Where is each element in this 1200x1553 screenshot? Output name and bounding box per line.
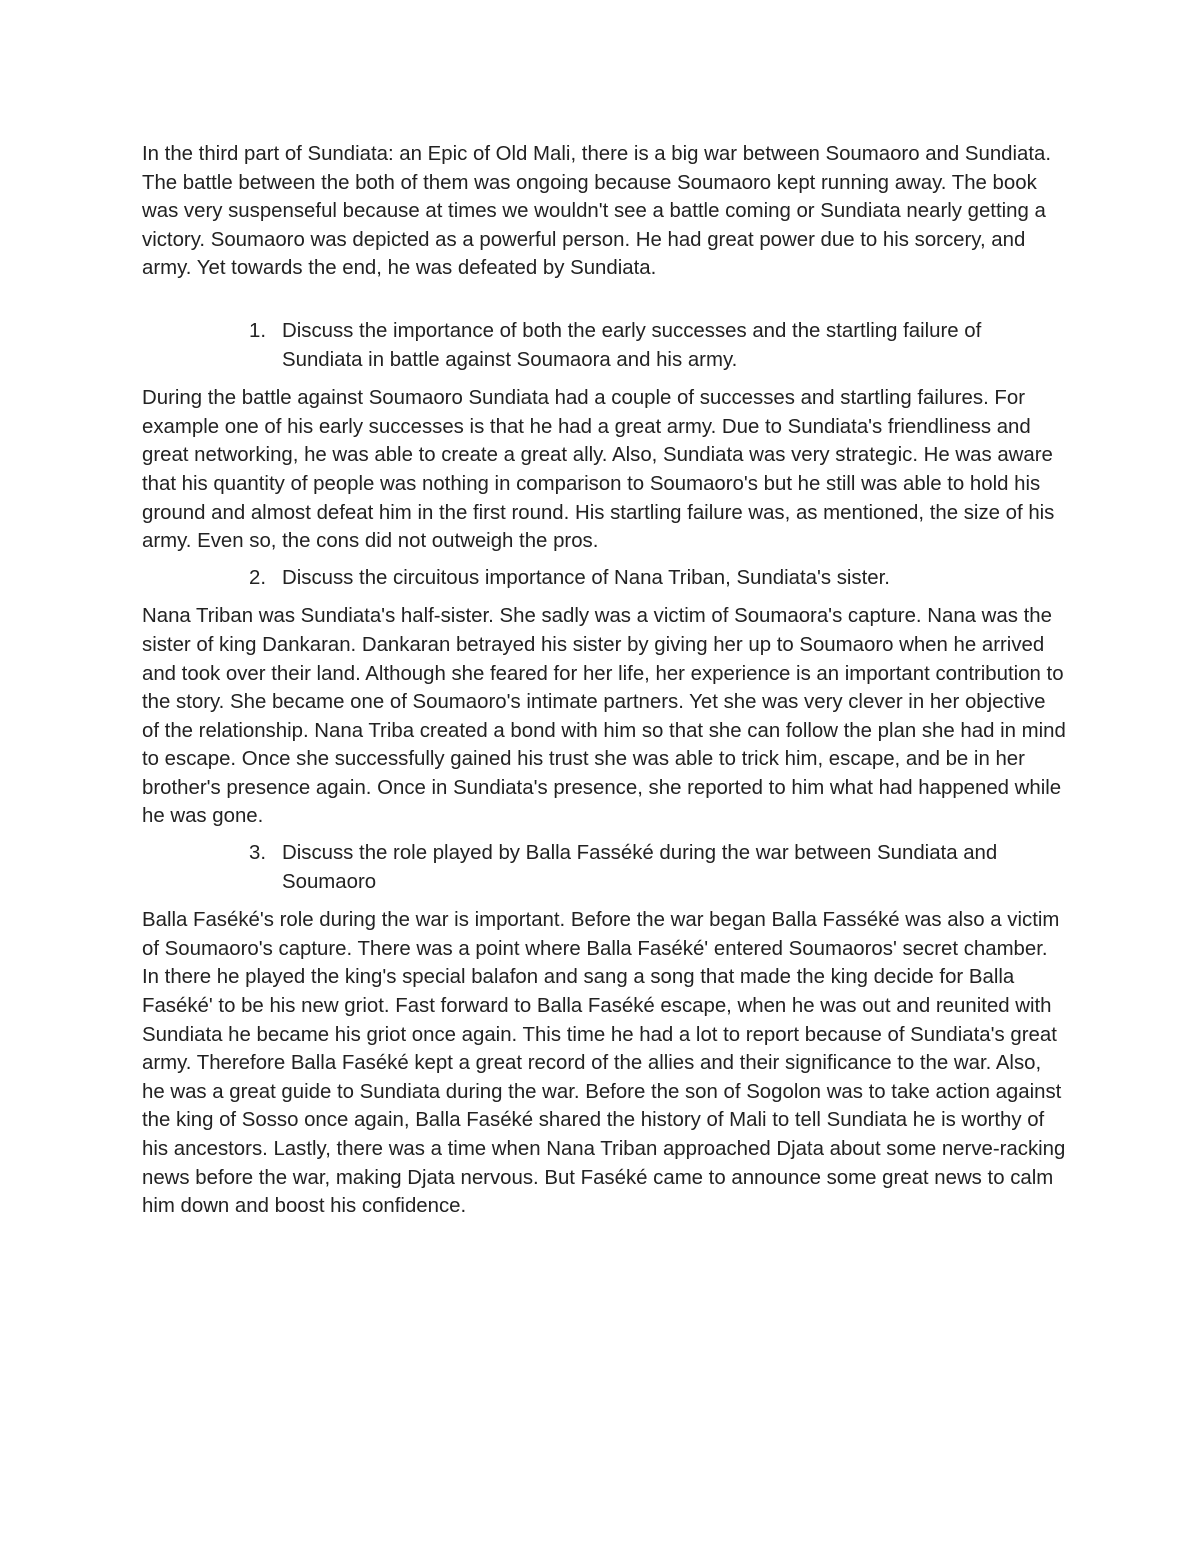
document-body <box>142 140 1067 1229</box>
question-1 <box>142 317 1067 374</box>
question-3 <box>142 839 1067 896</box>
answer-paragraph-1: During the battle against Soumaoro Sundiata had a couple of successes and startling failures. For example one of his early successes is that he had a great army. Due to Sundiata's friendliness and great networking, he was able to create a great ally. Also, Sundiata was very strategic. He was aware that his quantity of people was nothing in comparison to Soumaoro's but he still was able to hold his ground and almost defeat him in the first round. His startling failure was, as mentioned, the size of his army. Even so, the cons did not outweigh the pros. <box>142 387 1055 553</box>
question-text: Discuss the circuitous importance of Nana Triban, Sundiata's sister. <box>282 566 890 589</box>
question-text: Discuss the importance of both the early successes and the startling failure of Sundiata in battle against Soumaora and his army. <box>282 319 982 371</box>
question-2 <box>142 564 1067 593</box>
question-number: 2. <box>248 566 266 589</box>
answer-paragraph-2: Nana Triban was Sundiata's half-sister. She sadly was a victim of Soumaora's capture. Nana was the sister of king Dankaran. Dankaran betrayed his sister by giving her up to Soumaoro when he arrived and took over their land. Although she feared for her life, her experience is an important contribution to the story. She became one of Soumaoro's intimate partners. Yet she was very clever in her objective of the relationship. Nana Triba created a bond with him so that she can follow the plan she had in mind to escape. Once she successfully gained his trust she was able to trick him, escape, and be in her brother's presence again. Once in Sundiata's presence, she reported to him what had happened while he was gone. <box>142 605 1066 828</box>
question-text: Discuss the role played by Balla Fasséké during the war between Sundiata and Soumaoro <box>282 842 998 893</box>
answer-paragraph-3: Balla Faséké's role during the war is important. Before the war began Balla Fasséké was also a victim of Soumaoro's capture. There was a point where Balla Faséké' entered Soumaoros' secret chamber. In there he played the king's special balafon and sang a song that made the king decide for Balla Faséké' to be his new griot. Fast forward to Balla Faséké escape, when he was out and reunited with Sundiata he became his griot once again. This time he had a lot to report because of Sundiata's great army. Therefore Balla Faséké kept a great record of the allies and their significance to the war. Also, he was a great guide to Sundiata during the war. Before the son of Sogolon was to take action against the king of Sosso once again, Balla Faséké shared the history of Mali to tell Sundiata he is worthy of his ancestors. Lastly, there was a time when Nana Triban approached Djata about some nerve-racking news before the war, making Djata nervous. But Faséké came to announce some great news to calm him down and boost his confidence. <box>142 909 1066 1218</box>
question-number: 3. <box>248 842 266 865</box>
question-number: 1. <box>248 319 266 342</box>
intro-paragraph: In the third part of Sundiata: an Epic of Old Mali, there is a big war between Soumaoro and Sundiata. The battle between the both of them was ongoing because Soumaoro kept running away. The book was very suspenseful because at times we wouldn't see a battle coming or Sundiata nearly getting a victory. Soumaoro was depicted as a powerful person. He had great power due to his sorcery, and army. Yet towards the end, he was defeated by Sundiata. <box>142 143 1052 280</box>
